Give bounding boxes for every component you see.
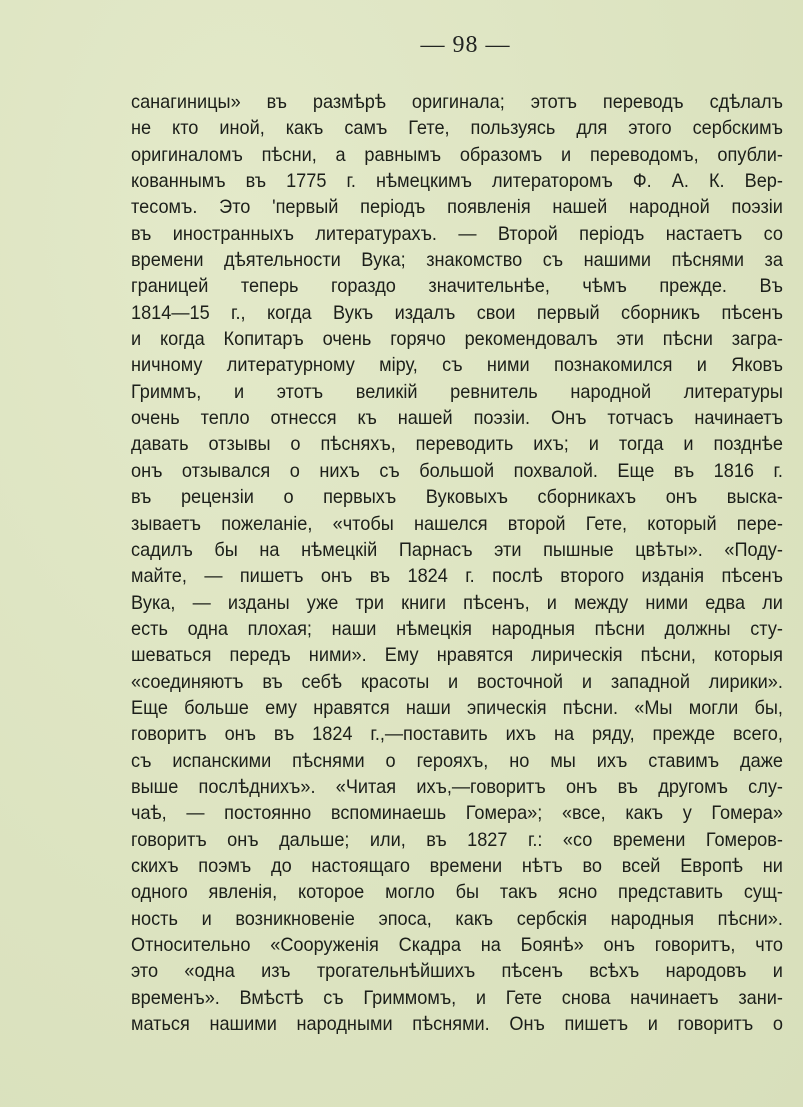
text-line: съ испанскими пѣснями о герояхъ, но мы ихъ ставимъ даже — [131, 749, 783, 772]
text-line: зываетъ пожеланіе, «чтобы нашелся второй Гете, который пере- — [131, 512, 783, 535]
text-line: Вука, — изданы уже три книги пѣсенъ, и между ними едва ли — [131, 591, 783, 614]
text-line: выше послѣднихъ». «Читая ихъ,—говоритъ онъ въ другомъ слу- — [131, 775, 783, 798]
text-line: ничному литературному міру, съ ними познакомился и Яковъ — [131, 354, 783, 377]
text-line: говоритъ онъ дальше; или, въ 1827 г.: «со времени Гомеров- — [131, 828, 783, 851]
text-line: временъ». Вмѣстѣ съ Гриммомъ, и Гете снова начинаетъ зани- — [131, 986, 783, 1009]
text-line: тесомъ. Это 'первый періодъ появленія нашей народной поэзіи — [131, 196, 783, 219]
body-text — [131, 89, 783, 1037]
text-line: майте, — пишетъ онъ въ 1824 г. послѣ второго изданія пѣсенъ — [131, 565, 783, 588]
text-line: времени дѣятельности Вука; знакомство съ нашими пѣснями за — [131, 249, 783, 272]
text-line: въ рецензіи о первыхъ Вуковыхъ сборникахъ онъ выска- — [131, 486, 783, 509]
text-line: границей теперь гораздо значительнѣе, чѣмъ прежде. Въ — [131, 275, 783, 298]
text-line: чаѣ, — постоянно вспоминаешь Гомера»; «все, какъ у Гомера» — [131, 802, 783, 825]
text-line: маться нашими народными пѣснями. Онъ пишетъ и говоритъ о — [131, 1013, 783, 1036]
text-line: «соединяютъ въ себѣ красоты и восточной и западной лирики». — [131, 670, 783, 693]
text-line: Гриммъ, и этотъ великій ревнитель народной литературы — [131, 380, 783, 403]
text-line: садилъ бы на нѣмецкій Парнасъ эти пышные цвѣты». «Поду- — [131, 538, 783, 561]
text-line: онъ отзывался о нихъ съ большой похвалой. Еще въ 1816 г. — [131, 459, 783, 482]
text-line: оригиналомъ пѣсни, а равнымъ образомъ и переводомъ, опубли- — [131, 143, 783, 166]
text-line: есть одна плохая; наши нѣмецкія народныя пѣсни должны сту- — [131, 617, 783, 640]
text-line: Относительно «Сооруженія Скадра на Боянѣ» онъ говоритъ, что — [131, 934, 783, 956]
text-line: это «одна изъ трогательнѣйшихъ пѣсенъ всѣхъ народовъ и — [131, 960, 783, 983]
page-number: — 98 — — [420, 32, 511, 58]
text-line: одного явленія, которое могло бы такъ ясно представить сущ- — [131, 881, 783, 904]
text-line: не кто иной, какъ самъ Гете, пользуясь для этого сербскимъ — [131, 117, 783, 140]
text-line: скихъ поэмъ до настоящаго времени нѣтъ во всей Европѣ ни — [131, 854, 783, 877]
text-line: Еще больше ему нравятся наши эпическія пѣсни. «Мы могли бы, — [131, 696, 783, 719]
text-line: санагиницы» въ размѣрѣ оригинала; этотъ переводъ сдѣлалъ — [131, 91, 783, 113]
text-line: въ иностранныхъ литературахъ. — Второй періодъ настаетъ со — [131, 222, 783, 245]
text-line: очень тепло отнесся къ нашей поэзіи. Онъ тотчасъ начинаетъ — [131, 407, 783, 430]
text-line: шеваться передъ ними». Ему нравятся лирическія пѣсни, которыя — [131, 644, 783, 667]
text-line: кованнымъ въ 1775 г. нѣмецкимъ литераторомъ Ф. А. К. Вер- — [131, 170, 783, 193]
text-line: говоритъ онъ въ 1824 г.,—поставить ихъ на ряду, прежде всего, — [131, 723, 783, 746]
text-line: ность и возникновеніе эпоса, какъ сербскія народныя пѣсни». — [131, 907, 783, 930]
text-line: давать отзывы о пѣсняхъ, переводить ихъ; и тогда и позднѣе — [131, 433, 783, 456]
text-line: и когда Копитаръ очень горячо рекомендовалъ эти пѣсни загра- — [131, 328, 783, 351]
text-line: 1814—15 г., когда Вукъ издалъ свои первый сборникъ пѣсенъ — [131, 301, 783, 324]
